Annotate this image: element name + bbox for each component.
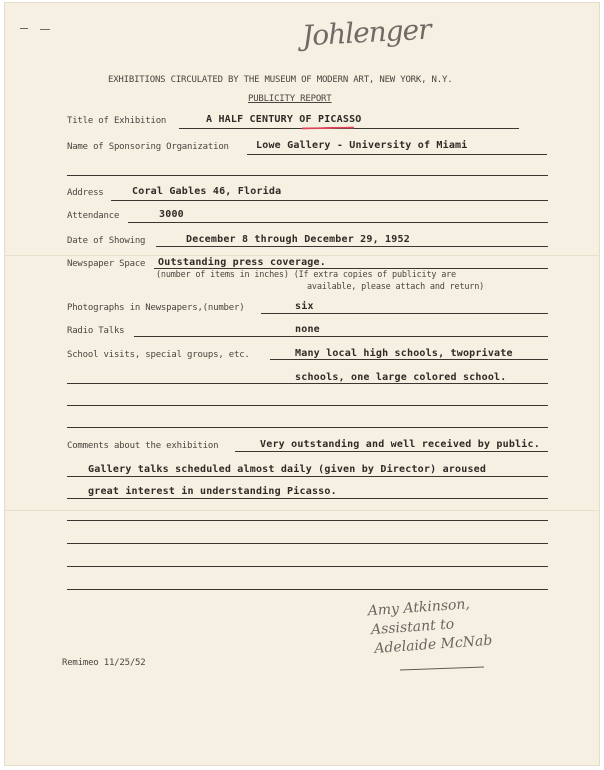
value-newspaper-space: Outstanding press coverage. bbox=[158, 257, 326, 268]
fill-line bbox=[156, 246, 548, 247]
value-school-visits: schools, one large colored school. bbox=[295, 372, 507, 383]
value-comments: great interest in understanding Picasso. bbox=[88, 486, 337, 497]
fill-line bbox=[67, 383, 548, 384]
label-school-visits: School visits, special groups, etc. bbox=[67, 350, 250, 360]
fill-line bbox=[67, 589, 548, 590]
fill-line bbox=[134, 336, 548, 337]
value-date-of-showing: December 8 through December 29, 1952 bbox=[186, 234, 410, 245]
label-title-of-exhibition: Title of Exhibition bbox=[67, 116, 167, 126]
value-title-of-exhibition: A HALF CENTURY OF PICASSO bbox=[206, 114, 362, 125]
label-date-of-showing: Date of Showing bbox=[67, 236, 146, 246]
label-radio-talks: Radio Talks bbox=[67, 326, 125, 336]
signature-line: Amy Atkinson, bbox=[367, 596, 471, 620]
signature-line: Assistant to bbox=[370, 616, 455, 639]
pencil-mark bbox=[20, 28, 28, 29]
value-photographs: six bbox=[295, 301, 314, 312]
newspaper-space-note: (number of items in inches) (If extra copies of publicity are bbox=[156, 270, 456, 280]
signature-underline bbox=[400, 667, 484, 671]
fill-line bbox=[235, 451, 548, 452]
fill-line bbox=[67, 476, 548, 477]
pencil-mark bbox=[40, 29, 50, 30]
value-radio-talks: none bbox=[295, 324, 320, 335]
fill-line bbox=[261, 313, 548, 314]
fill-line bbox=[67, 566, 548, 567]
value-comments: Gallery talks scheduled almost daily (given by Director) aroused bbox=[88, 464, 487, 475]
value-comments: Very outstanding and well received by public. bbox=[260, 439, 540, 450]
fill-line bbox=[154, 268, 548, 269]
signature-line: Adelaide McNab bbox=[373, 632, 493, 657]
label-photographs: Photographs in Newspapers,(number) bbox=[67, 303, 245, 313]
newspaper-space-note: available, please attach and return) bbox=[307, 282, 485, 292]
value-attendance: 3000 bbox=[159, 209, 184, 220]
fill-line bbox=[128, 222, 548, 223]
value-school-visits: Many local high schools, twoprivate bbox=[295, 348, 513, 359]
red-pencil-underline bbox=[302, 127, 354, 130]
fill-line bbox=[270, 359, 548, 360]
label-address: Address bbox=[67, 188, 104, 198]
fold-crease bbox=[4, 510, 600, 511]
fill-line bbox=[247, 154, 547, 155]
label-sponsoring-org: Name of Sponsoring Organization bbox=[67, 142, 229, 152]
fill-line bbox=[67, 498, 548, 499]
fill-line bbox=[67, 427, 548, 428]
fill-line bbox=[67, 520, 548, 521]
fill-line bbox=[67, 543, 548, 544]
value-address: Coral Gables 46, Florida bbox=[132, 186, 282, 197]
label-newspaper-space: Newspaper Space bbox=[67, 259, 146, 269]
fill-line bbox=[67, 405, 548, 406]
form-title: EXHIBITIONS CIRCULATED BY THE MUSEUM OF MODERN ART, NEW YORK, N.Y. bbox=[108, 75, 453, 85]
fill-line bbox=[111, 200, 548, 201]
handwritten-signature bbox=[367, 594, 493, 659]
value-sponsoring-org: Lowe Gallery - University of Miami bbox=[256, 140, 468, 151]
footer-code: Remimeo 11/25/52 bbox=[62, 658, 146, 668]
label-attendance: Attendance bbox=[67, 211, 120, 221]
form-subtitle: PUBLICITY REPORT bbox=[248, 94, 332, 104]
fold-crease bbox=[4, 255, 600, 256]
handwritten-top-note: Johlenger bbox=[301, 12, 432, 53]
label-comments: Comments about the exhibition bbox=[67, 441, 219, 451]
fill-line bbox=[67, 175, 548, 176]
document-page bbox=[4, 2, 600, 766]
